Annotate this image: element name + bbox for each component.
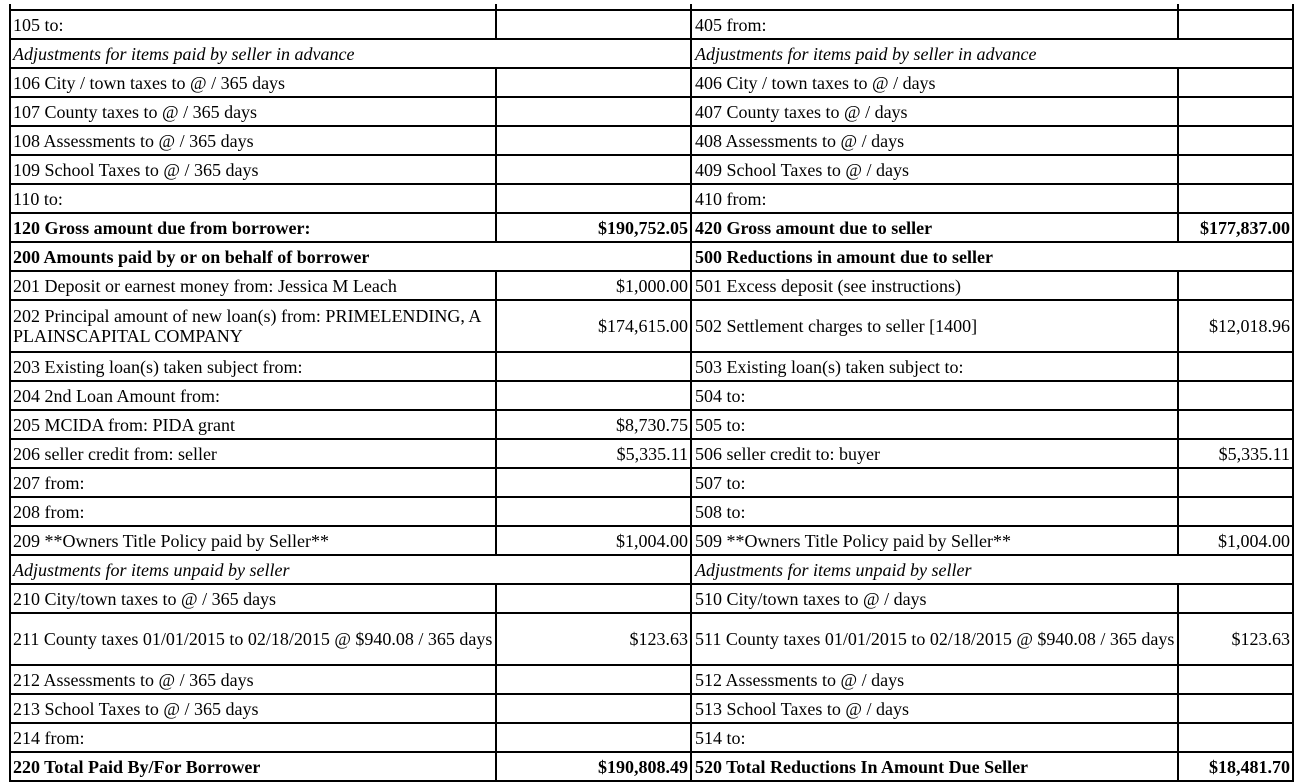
seller-line-label: 510 City/town taxes to @ / days <box>692 585 1179 612</box>
borrower-line-label: 212 Assessments to @ / 365 days <box>11 666 497 693</box>
borrower-line-amount <box>497 11 692 38</box>
seller-line-amount <box>1179 469 1292 496</box>
seller-line-label: 407 County taxes to @ / days <box>692 98 1179 125</box>
seller-line-label: 420 Gross amount due to seller <box>692 214 1179 241</box>
seller-line-label: 501 Excess deposit (see instructions) <box>692 272 1179 299</box>
borrower-section-label: Adjustments for items unpaid by seller <box>11 556 692 583</box>
borrower-line-amount <box>497 666 692 693</box>
seller-section-label: Adjustments for items paid by seller in advance <box>695 43 1037 64</box>
line-item-row <box>11 272 1292 301</box>
seller-section-label: 500 Reductions in amount due to seller <box>695 246 994 267</box>
borrower-line-label: 211 County taxes 01/01/2015 to 02/18/2015 @ $940.08 / 365 days <box>11 614 497 664</box>
borrower-line-label: 120 Gross amount due from borrower: <box>11 214 497 241</box>
seller-line-amount: $123.63 <box>1231 629 1290 649</box>
borrower-line-label: 205 MCIDA from: PIDA grant <box>11 411 497 438</box>
borrower-line-amount <box>497 353 692 380</box>
seller-line-amount <box>1179 69 1292 96</box>
line-item-row <box>11 127 1292 156</box>
borrower-line-amount <box>497 585 692 612</box>
borrower-line-amount <box>497 127 692 154</box>
seller-line-amount: $177,837.00 <box>1200 217 1290 238</box>
seller-line-label: 410 from: <box>692 185 1179 212</box>
borrower-line-amount <box>497 724 692 751</box>
seller-section-label: Adjustments for items unpaid by seller <box>695 559 972 580</box>
borrower-line-amount: $174,615.00 <box>497 301 692 351</box>
seller-line-amount <box>1179 498 1292 525</box>
borrower-line-label: 106 City / town taxes to @ / 365 days <box>11 69 497 96</box>
line-item-row <box>11 585 1292 614</box>
borrower-line-amount <box>497 469 692 496</box>
borrower-line-amount <box>497 69 692 96</box>
seller-line-amount <box>1179 585 1292 612</box>
seller-line-label: 408 Assessments to @ / days <box>692 127 1179 154</box>
seller-line-label: 409 School Taxes to @ / days <box>692 156 1179 183</box>
borrower-line-amount: $190,752.05 <box>497 214 692 241</box>
borrower-line-label: 204 2nd Loan Amount from: <box>11 382 497 409</box>
borrower-line-label: 206 seller credit from: seller <box>11 440 497 467</box>
section-header-row <box>11 40 1292 69</box>
borrower-line-label: 220 Total Paid By/For Borrower <box>11 753 497 780</box>
borrower-line-label: 201 Deposit or earnest money from: Jessica M Leach <box>11 272 497 299</box>
line-item-row <box>11 156 1292 185</box>
line-item-row <box>11 498 1292 527</box>
borrower-line-amount: $5,335.11 <box>497 440 692 467</box>
seller-line-amount <box>1179 382 1292 409</box>
line-item-row <box>11 666 1292 695</box>
seller-line-amount <box>1179 11 1292 38</box>
seller-line-label: 514 to: <box>692 724 1179 751</box>
seller-line-amount <box>1179 156 1292 183</box>
borrower-section-label: 200 Amounts paid by or on behalf of borrower <box>11 243 692 270</box>
settlement-summary-table <box>9 9 1294 782</box>
section-header-row <box>11 556 1292 585</box>
borrower-line-label: 213 School Taxes to @ / 365 days <box>11 695 497 722</box>
seller-line-label: 511 County taxes 01/01/2015 to 02/18/2015 @ $940.08 / 365 days <box>692 614 1179 664</box>
line-item-row <box>11 695 1292 724</box>
line-item-row <box>11 724 1292 753</box>
seller-line-amount: $12,018.96 <box>1209 316 1290 336</box>
borrower-line-label: 202 Principal amount of new loan(s) from: PRIMELENDING, A PLAINSCAPITAL COMPANY <box>11 301 497 351</box>
borrower-line-amount <box>497 156 692 183</box>
line-item-row <box>11 214 1292 243</box>
seller-line-amount <box>1179 185 1292 212</box>
seller-line-label: 513 School Taxes to @ / days <box>692 695 1179 722</box>
borrower-line-label: 208 from: <box>11 498 497 525</box>
seller-line-label: 520 Total Reductions In Amount Due Seller <box>692 753 1179 780</box>
line-item-row <box>11 753 1292 782</box>
borrower-line-label: 108 Assessments to @ / 365 days <box>11 127 497 154</box>
borrower-line-label: 203 Existing loan(s) taken subject from: <box>11 353 497 380</box>
seller-line-amount <box>1179 695 1292 722</box>
line-item-row <box>11 353 1292 382</box>
line-item-row <box>11 11 1292 40</box>
borrower-line-label: 105 to: <box>11 11 497 38</box>
seller-line-amount <box>1179 411 1292 438</box>
borrower-line-label: 207 from: <box>11 469 497 496</box>
line-item-row <box>11 301 1292 353</box>
borrower-line-amount <box>497 98 692 125</box>
line-item-row <box>11 527 1292 556</box>
borrower-line-amount <box>497 382 692 409</box>
seller-line-label: 505 to: <box>692 411 1179 438</box>
seller-line-label: 504 to: <box>692 382 1179 409</box>
seller-line-amount: $5,335.11 <box>1218 443 1290 464</box>
section-header-row <box>11 243 1292 272</box>
seller-line-label: 502 Settlement charges to seller [1400] <box>692 301 1179 351</box>
seller-line-amount <box>1179 724 1292 751</box>
borrower-line-amount: $1,004.00 <box>497 527 692 554</box>
borrower-line-amount <box>497 695 692 722</box>
line-item-row <box>11 614 1292 666</box>
seller-line-amount <box>1179 98 1292 125</box>
borrower-line-amount <box>497 185 692 212</box>
line-item-row <box>11 382 1292 411</box>
borrower-line-label: 209 **Owners Title Policy paid by Seller** <box>11 527 497 554</box>
seller-line-amount <box>1179 127 1292 154</box>
borrower-line-amount: $123.63 <box>497 614 692 664</box>
seller-line-label: 509 **Owners Title Policy paid by Seller** <box>692 527 1179 554</box>
seller-line-label: 508 to: <box>692 498 1179 525</box>
borrower-line-label: 110 to: <box>11 185 497 212</box>
borrower-line-amount: $1,000.00 <box>497 272 692 299</box>
seller-line-label: 405 from: <box>692 11 1179 38</box>
line-item-row <box>11 69 1292 98</box>
borrower-line-amount: $8,730.75 <box>497 411 692 438</box>
seller-line-amount <box>1179 666 1292 693</box>
seller-line-label: 512 Assessments to @ / days <box>692 666 1179 693</box>
borrower-line-label: 107 County taxes to @ / 365 days <box>11 98 497 125</box>
borrower-line-amount: $190,808.49 <box>497 753 692 780</box>
line-item-row <box>11 440 1292 469</box>
line-item-row <box>11 98 1292 127</box>
line-item-row <box>11 411 1292 440</box>
seller-line-amount: $18,481.70 <box>1209 756 1290 777</box>
seller-line-label: 507 to: <box>692 469 1179 496</box>
line-item-row <box>11 185 1292 214</box>
borrower-line-amount <box>497 498 692 525</box>
seller-line-label: 506 seller credit to: buyer <box>692 440 1179 467</box>
seller-line-amount: $1,004.00 <box>1218 530 1290 551</box>
seller-line-label: 503 Existing loan(s) taken subject to: <box>692 353 1179 380</box>
seller-line-amount <box>1179 353 1292 380</box>
seller-line-label: 406 City / town taxes to @ / days <box>692 69 1179 96</box>
borrower-line-label: 210 City/town taxes to @ / 365 days <box>11 585 497 612</box>
line-item-row <box>11 469 1292 498</box>
borrower-line-label: 109 School Taxes to @ / 365 days <box>11 156 497 183</box>
borrower-line-label: 214 from: <box>11 724 497 751</box>
seller-line-amount <box>1179 272 1292 299</box>
borrower-section-label: Adjustments for items paid by seller in advance <box>11 40 692 67</box>
